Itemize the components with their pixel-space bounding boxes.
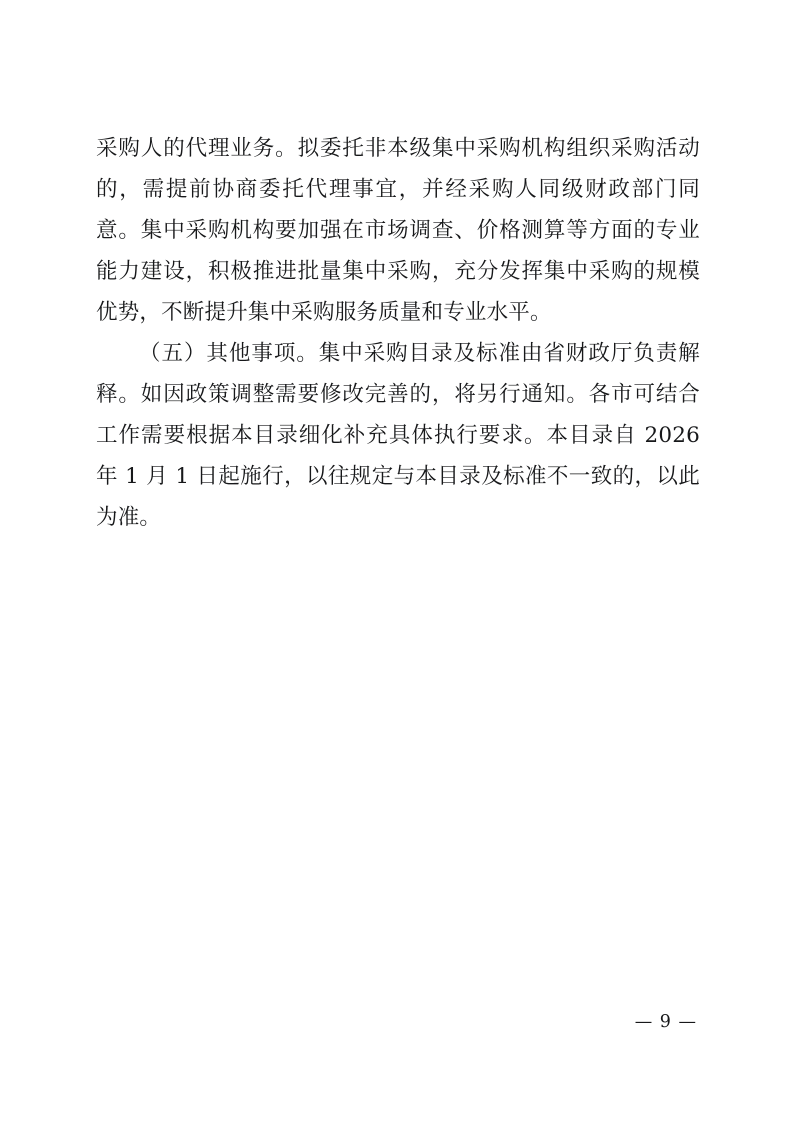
body-paragraph: 采购人的代理业务。拟委托非本级集中采购机构组织采购活动的，需提前协商委托代理事宜，并经采购人同级财政部门同意。集中采购机构要加强在市场调查、价格测算等方面的专业能力建设，积极推进批量集中采购，充分发挥集中采购的规模优势，不断提升集中采购服务质量和专业水平。 bbox=[96, 136, 700, 325]
page-body bbox=[96, 128, 700, 538]
body-paragraph: （五）其他事项。集中采购目录及标准由省财政厅负责解释。如因政策调整需要修改完善的，将另行通知。各市可结合工作需要根据本目录细化补充具体执行要求。本目录自 2026 年 1 月 1 日起施行，以往规定与本目录及标准不一致的，以此为准。 bbox=[96, 341, 700, 530]
page-number: — 9 — bbox=[634, 1012, 697, 1032]
